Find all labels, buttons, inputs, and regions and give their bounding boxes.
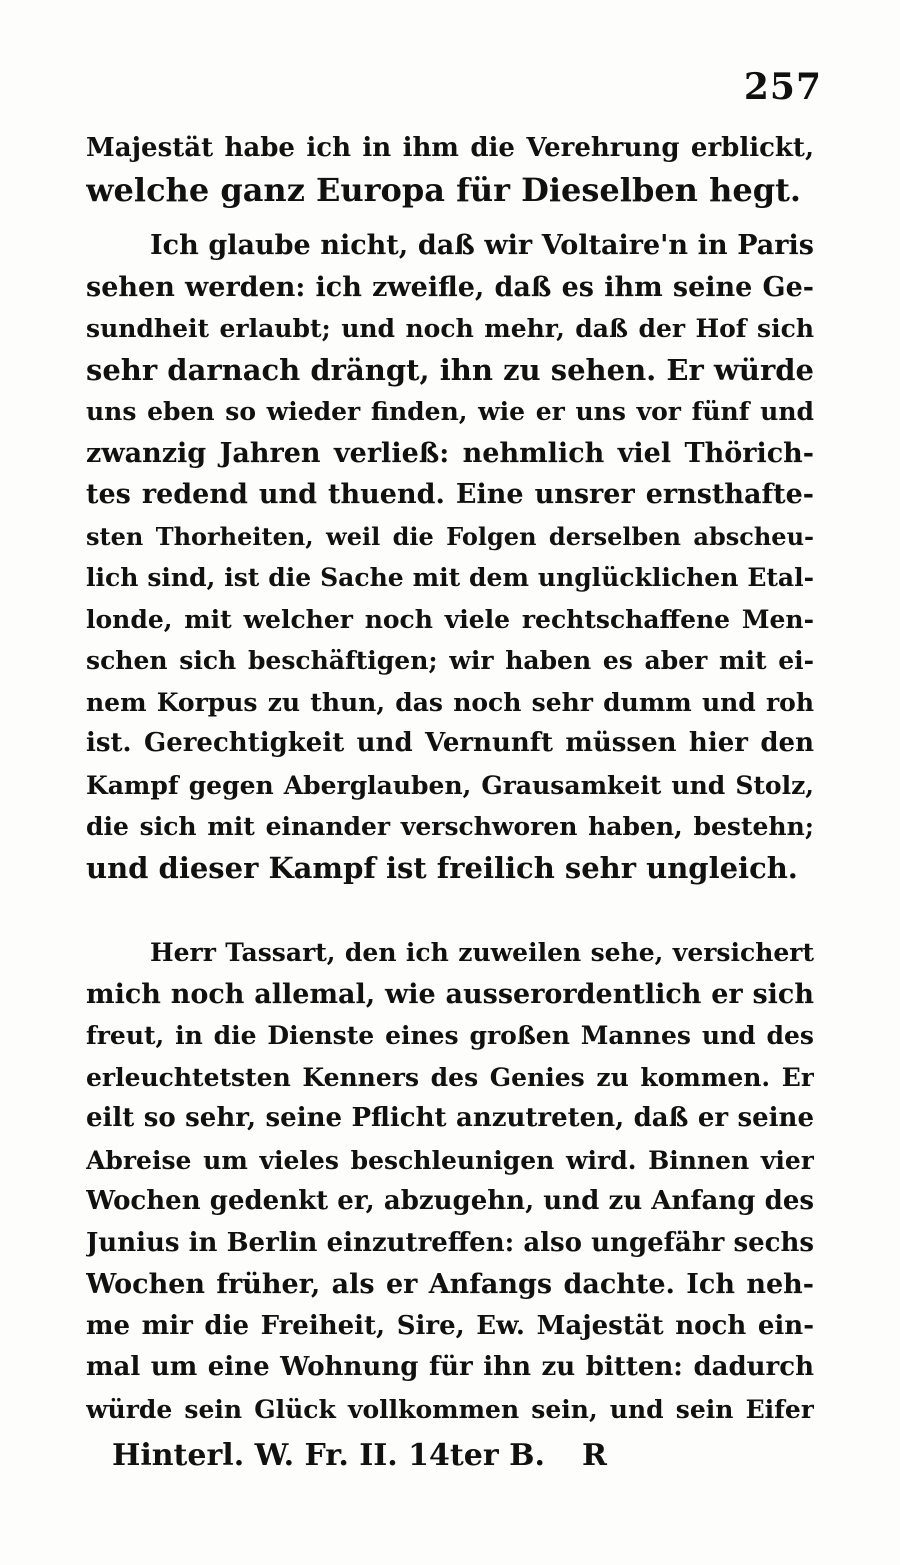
signature-line: Hinterl. W. Fr. II. 14ter B. [112, 1438, 545, 1473]
text-line: freut, in die Dienste eines großen Mannes und des [86, 1021, 814, 1050]
text-line: tes redend und thuend. Eine unsrer ernsthafte- [86, 479, 814, 510]
text-line: mich noch allemal, wie ausserordentlich er sich [86, 978, 814, 1010]
text-line: Wochen gedenkt er, abzugehn, und zu Anfang des [86, 1186, 814, 1216]
text-line: die sich mit einander verschworen haben, bestehn; [86, 812, 814, 841]
text-line: Kampf gegen Aberglauben, Grausamkeit und Stolz, [86, 770, 814, 800]
paragraph-continuation [86, 128, 814, 211]
text-line: Abreise um vieles beschleunigen wird. Binnen vier [86, 1145, 814, 1175]
text-line: sehen werden: ich zweifle, daß es ihm seine Ge- [86, 271, 814, 303]
text-line: Junius in Berlin einzutreffen: also ungefähr sechs [86, 1227, 814, 1258]
text-line: Majestät habe ich in ihm die Verehrung erblickt, [86, 133, 814, 163]
text-line: würde sein Glück vollkommen sein, und sein Eifer [86, 1394, 814, 1424]
text-line: und dieser Kampf ist freilich sehr ungleich. [86, 850, 798, 885]
text-line: nem Korpus zu thun, das noch sehr dumm und roh [86, 687, 814, 717]
text-line: lich sind, ist die Sache mit dem unglücklichen Etal- [86, 563, 814, 592]
text-line: erleuchtetsten Kenners des Genies zu kommen. Er [86, 1062, 814, 1092]
paragraph-voltaire [86, 225, 814, 889]
text-line: mal um eine Wohnung für ihn zu bitten: dadurch [86, 1352, 814, 1382]
text-line: Ich glaube nicht, daß wir Voltaire'n in Paris [150, 230, 814, 261]
text-line: Herr Tassart, den ich zuweilen sehe, versichert [150, 938, 814, 967]
text-line: Wochen früher, als er Anfangs dachte. Ich neh- [86, 1269, 814, 1300]
text-line: sundheit erlaubt; und noch mehr, daß der Hof sich [86, 314, 814, 343]
text-line: sten Thorheiten, weil die Folgen derselben abscheu- [86, 521, 814, 551]
page-number: 257 [743, 66, 822, 108]
paragraph-tassart [86, 932, 814, 1430]
page-footer [112, 1438, 672, 1482]
text-line: zwanzig Jahren verließ: nehmlich viel Thörich- [86, 437, 814, 469]
text-line: welche ganz Europa für Dieselben hegt. [86, 170, 801, 209]
text-line: eilt so sehr, seine Pflicht anzutreten, daß er seine [86, 1103, 814, 1133]
text-line: londe, mit welcher noch viele rechtschaffene Men- [86, 604, 814, 634]
text-line: ist. Gerechtigkeit und Vernunft müssen hier den [86, 728, 814, 758]
text-line: me mir die Freiheit, Sire, Ew. Majestät noch ein- [86, 1310, 814, 1341]
quire-mark: R [582, 1438, 607, 1473]
text-line: sehr darnach drängt, ihn zu sehen. Er würde [86, 352, 814, 387]
text-line: uns eben so wieder finden, wie er uns vor fünf und [86, 397, 814, 426]
text-line: schen sich beschäftigen; wir haben es aber mit ei- [86, 646, 814, 675]
